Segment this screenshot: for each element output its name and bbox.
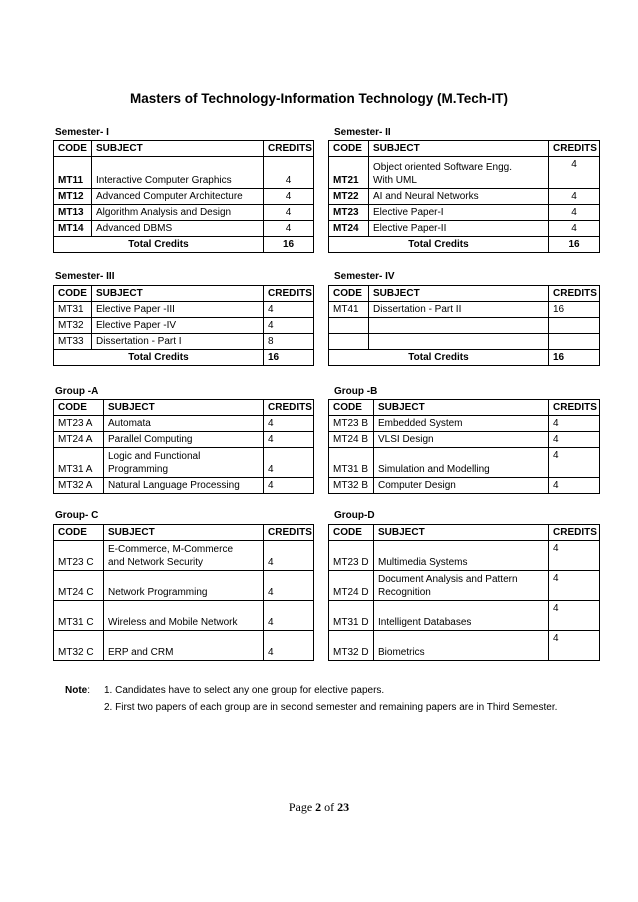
code-cell: MT24 A	[54, 432, 104, 448]
credits-header: CREDITS	[264, 400, 314, 416]
credits-cell: 8	[264, 334, 314, 350]
credits-header: CREDITS	[549, 141, 600, 157]
code-cell: MT31 C	[54, 601, 104, 631]
table-row	[54, 416, 314, 432]
table-row	[329, 571, 600, 601]
subject-cell	[374, 571, 549, 601]
credits-cell: 4	[549, 221, 600, 237]
code-cell: MT32 A	[54, 478, 104, 494]
subject-cell	[369, 157, 549, 189]
table-row	[329, 601, 600, 631]
table-row	[54, 571, 314, 601]
subject-header: SUBJECT	[92, 286, 264, 302]
credits-header: CREDITS	[549, 400, 600, 416]
credits-cell: 4	[264, 416, 314, 432]
credits-header: CREDITS	[549, 286, 600, 302]
subject-cell	[104, 541, 264, 571]
subject-cell: Elective Paper-I	[369, 205, 549, 221]
subject-line-2: Programming	[108, 464, 169, 475]
credits-cell: 4	[264, 205, 314, 221]
code-cell: MT32 B	[329, 478, 374, 494]
code-cell: MT23 C	[54, 541, 104, 571]
total-row	[54, 237, 314, 253]
table-row	[54, 601, 314, 631]
group-a-table	[53, 399, 314, 494]
page-word: Page	[288, 800, 313, 814]
table-row	[54, 318, 314, 334]
semester-4-table	[328, 285, 600, 366]
table-row	[54, 189, 314, 205]
note-label	[65, 685, 90, 696]
subject-header: SUBJECT	[374, 525, 549, 541]
credits-header: CREDITS	[264, 525, 314, 541]
code-cell: MT23 B	[329, 416, 374, 432]
table-row	[54, 541, 314, 571]
subject-cell: VLSI Design	[374, 432, 549, 448]
table-row	[329, 189, 600, 205]
note-colon: :	[87, 685, 91, 696]
total-credits: 16	[549, 350, 600, 366]
code-cell: MT23 D	[329, 541, 374, 571]
code-cell: MT31 A	[54, 448, 104, 478]
table-row	[329, 302, 600, 318]
total-label: Total Credits	[329, 237, 549, 253]
credits-cell: 4	[264, 601, 314, 631]
total-pages: 23	[337, 800, 350, 814]
code-cell: MT21	[329, 157, 369, 189]
subject-cell: Dissertation - Part I	[92, 334, 264, 350]
subject-header: SUBJECT	[369, 286, 549, 302]
code-header: CODE	[54, 525, 104, 541]
table-row	[329, 448, 600, 478]
group-a-label: Group -A	[55, 386, 99, 397]
subject-line-2: With UML	[373, 175, 417, 186]
credits-cell: 16	[549, 302, 600, 318]
credits-cell: 4	[549, 601, 600, 631]
note-label-text: Note	[65, 685, 88, 696]
subject-cell: Embedded System	[374, 416, 549, 432]
total-label: Total Credits	[329, 350, 549, 366]
code-cell: MT12	[54, 189, 92, 205]
code-header: CODE	[54, 400, 104, 416]
subject-cell: ERP and CRM	[104, 631, 264, 661]
table-row	[329, 205, 600, 221]
table-row	[329, 631, 600, 661]
subject-cell: Computer Design	[374, 478, 549, 494]
subject-cell: Wireless and Mobile Network	[104, 601, 264, 631]
code-cell: MT14	[54, 221, 92, 237]
code-cell: MT24	[329, 221, 369, 237]
credits-cell: 4	[549, 432, 600, 448]
table-row	[54, 448, 314, 478]
table-row	[54, 302, 314, 318]
subject-cell: Natural Language Processing	[104, 478, 264, 494]
semester-1-label: Semester- I	[55, 127, 109, 138]
page-title: Masters of Technology-Information Technology (M.Tech-IT)	[130, 91, 508, 106]
table-header-row	[329, 286, 600, 302]
subject-cell: Elective Paper -IV	[92, 318, 264, 334]
note-line-1: 1. Candidates have to select any one group for elective papers.	[104, 685, 385, 696]
subject-line-1: Document Analysis and Pattern	[378, 574, 518, 585]
subject-line-1: Object oriented Software Engg.	[373, 162, 512, 173]
subject-header: SUBJECT	[369, 141, 549, 157]
semester-3-table	[53, 285, 314, 366]
credits-cell: 4	[549, 205, 600, 221]
credits-header: CREDITS	[264, 286, 314, 302]
subject-cell: Algorithm Analysis and Design	[92, 205, 264, 221]
page-footer	[0, 800, 638, 815]
credits-cell: 4	[264, 541, 314, 571]
subject-cell: Automata	[104, 416, 264, 432]
subject-cell: Parallel Computing	[104, 432, 264, 448]
table-row	[54, 157, 314, 189]
subject-cell: Elective Paper -III	[92, 302, 264, 318]
table-header-row	[54, 400, 314, 416]
of-word: of	[324, 800, 335, 814]
note-block	[0, 685, 638, 725]
subject-cell: Advanced Computer Architecture	[92, 189, 264, 205]
table-header-row	[54, 286, 314, 302]
table-row	[329, 541, 600, 571]
credits-header: CREDITS	[264, 141, 314, 157]
subject-cell: Intelligent Databases	[374, 601, 549, 631]
subject-header: SUBJECT	[374, 400, 549, 416]
code-cell: MT23	[329, 205, 369, 221]
credits-cell: 4	[264, 571, 314, 601]
subject-cell: Multimedia Systems	[374, 541, 549, 571]
page-number: 2	[315, 800, 322, 814]
subject-cell: Dissertation - Part II	[369, 302, 549, 318]
code-cell: MT24 B	[329, 432, 374, 448]
subject-cell: AI and Neural Networks	[369, 189, 549, 205]
code-cell: MT32 D	[329, 631, 374, 661]
subject-cell: Advanced DBMS	[92, 221, 264, 237]
total-label: Total Credits	[54, 350, 264, 366]
subject-cell: Interactive Computer Graphics	[92, 157, 264, 189]
code-cell: MT13	[54, 205, 92, 221]
credits-cell: 4	[549, 416, 600, 432]
credits-header: CREDITS	[549, 525, 600, 541]
credits-cell: 4	[264, 157, 314, 189]
credits-cell: 4	[549, 541, 600, 571]
credits-cell: 4	[549, 448, 600, 478]
table-header-row	[54, 525, 314, 541]
code-header: CODE	[54, 141, 92, 157]
table-header-row	[329, 525, 600, 541]
group-b-table	[328, 399, 600, 494]
code-cell: MT31	[54, 302, 92, 318]
group-b-label: Group -B	[334, 386, 378, 397]
code-header: CODE	[54, 286, 92, 302]
credits-cell: 4	[264, 478, 314, 494]
subject-line-2: Recognition	[378, 587, 431, 598]
code-header: CODE	[329, 525, 374, 541]
table-row	[54, 478, 314, 494]
total-credits: 16	[549, 237, 600, 253]
code-cell: MT24 C	[54, 571, 104, 601]
total-credits: 16	[264, 350, 314, 366]
subject-line-1: E-Commerce, M-Commerce	[108, 544, 234, 555]
semester-2-label: Semester- II	[334, 127, 391, 138]
subject-line-1: Logic and Functional	[108, 451, 201, 462]
empty-row	[329, 318, 600, 334]
group-d-label: Group-D	[334, 510, 375, 521]
code-cell: MT22	[329, 189, 369, 205]
table-row	[329, 221, 600, 237]
table-row	[54, 631, 314, 661]
credits-cell: 4	[264, 302, 314, 318]
semester-3-label: Semester- III	[55, 271, 115, 282]
code-cell: MT31 B	[329, 448, 374, 478]
table-header-row	[329, 400, 600, 416]
credits-cell: 4	[264, 318, 314, 334]
table-row	[329, 416, 600, 432]
total-row	[54, 350, 314, 366]
code-cell: MT33	[54, 334, 92, 350]
semester-2-table	[328, 140, 600, 253]
table-row	[54, 205, 314, 221]
subject-cell: Biometrics	[374, 631, 549, 661]
credits-cell: 4	[264, 221, 314, 237]
table-row	[54, 221, 314, 237]
code-header: CODE	[329, 141, 369, 157]
code-cell: MT23 A	[54, 416, 104, 432]
table-header-row	[54, 141, 314, 157]
subject-header: SUBJECT	[104, 400, 264, 416]
total-credits: 16	[264, 237, 314, 253]
table-row	[329, 157, 600, 189]
subject-cell: Elective Paper-II	[369, 221, 549, 237]
total-row	[329, 237, 600, 253]
code-cell: MT24 D	[329, 571, 374, 601]
table-header-row	[329, 141, 600, 157]
subject-cell: Network Programming	[104, 571, 264, 601]
code-cell: MT11	[54, 157, 92, 189]
credits-cell: 4	[549, 571, 600, 601]
table-row	[329, 478, 600, 494]
credits-cell: 4	[549, 478, 600, 494]
note-line-2: 2. First two papers of each group are in second semester and remaining papers are in Third Semester.	[104, 702, 558, 713]
code-cell: MT31 D	[329, 601, 374, 631]
group-c-label: Group- C	[55, 510, 99, 521]
code-header: CODE	[329, 286, 369, 302]
credits-cell: 4	[264, 189, 314, 205]
subject-line-2: and Network Security	[108, 557, 204, 568]
credits-cell: 4	[549, 189, 600, 205]
code-cell: MT32 C	[54, 631, 104, 661]
table-row	[54, 432, 314, 448]
code-cell: MT32	[54, 318, 92, 334]
group-d-table	[328, 524, 600, 661]
credits-cell: 4	[549, 157, 600, 189]
credits-cell: 4	[264, 631, 314, 661]
subject-cell	[104, 448, 264, 478]
semester-4-label: Semester- IV	[334, 271, 395, 282]
group-c-table	[53, 524, 314, 661]
table-row	[54, 334, 314, 350]
semester-1-table	[53, 140, 314, 253]
credits-cell: 4	[549, 631, 600, 661]
credits-cell: 4	[264, 448, 314, 478]
credits-cell: 4	[264, 432, 314, 448]
total-row	[329, 350, 600, 366]
total-label: Total Credits	[54, 237, 264, 253]
code-header: CODE	[329, 400, 374, 416]
code-cell: MT41	[329, 302, 369, 318]
subject-cell: Simulation and Modelling	[374, 448, 549, 478]
subject-header: SUBJECT	[92, 141, 264, 157]
subject-header: SUBJECT	[104, 525, 264, 541]
empty-row	[329, 334, 600, 350]
table-row	[329, 432, 600, 448]
